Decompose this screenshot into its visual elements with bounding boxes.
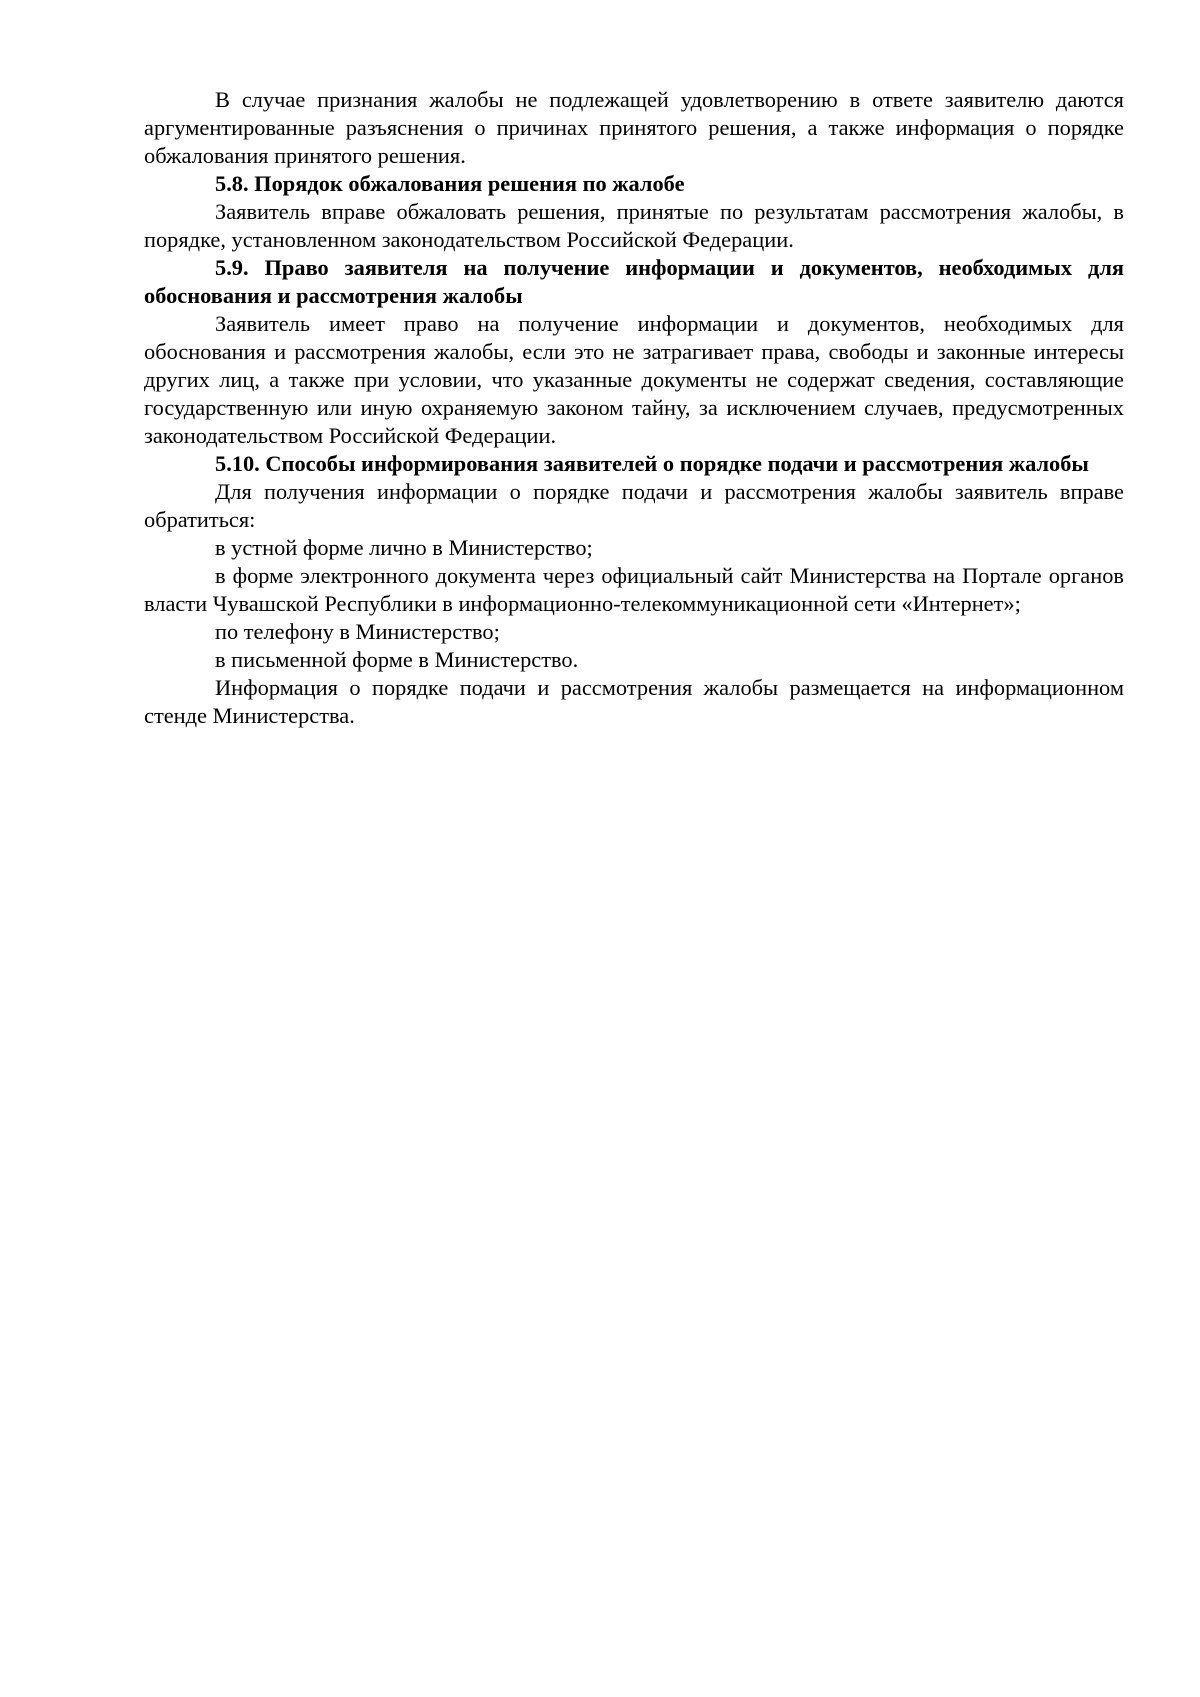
list-item-phone: по телефону в Министерство; <box>215 619 500 644</box>
document-page <box>144 86 1124 730</box>
paragraph-appeal-right: Заявитель вправе обжаловать решения, принятые по результатам рассмотрения жалобы, в порядке, установленном законодательством Российской Федерации. <box>144 199 1124 252</box>
section-heading-5-10: 5.10. Способы информирования заявителей о порядке подачи и рассмотрения жалобы <box>215 451 1089 476</box>
list-item-electronic: в форме электронного документа через официальный сайт Министерства на Портале органов власти Чувашской Республики в информационно-телекоммуникационной сети «Интернет»; <box>144 563 1124 616</box>
paragraph-info-stand: Информация о порядке подачи и рассмотрения жалобы размещается на информационном стенде Министерства. <box>144 675 1124 728</box>
section-heading-5-9: 5.9. Право заявителя на получение информации и документов, необходимых для обоснования и рассмотрения жалобы <box>144 255 1124 308</box>
paragraph-refusal-answer: В случае признания жалобы не подлежащей удовлетворению в ответе заявителю даются аргументированные разъяснения о причинах принятого решения, а также информация о порядке обжалования принятого решения. <box>144 87 1124 168</box>
section-heading-5-8: 5.8. Порядок обжалования решения по жалобе <box>215 171 685 196</box>
list-item-written: в письменной форме в Министерство. <box>215 647 579 672</box>
paragraph-info-ways-intro: Для получения информации о порядке подачи и рассмотрения жалобы заявитель вправе обратиться: <box>144 479 1124 532</box>
paragraph-info-right: Заявитель имеет право на получение информации и документов, необходимых для обоснования и рассмотрения жалобы, если это не затрагивает права, свободы и законные интересы других лиц, а также при условии, что указанные документы не содержат сведения, составляющие государственную или иную охраняемую законом тайну, за исключением случаев, предусмотренных законодательством Российской Федерации. <box>144 311 1124 448</box>
list-item-oral: в устной форме лично в Министерство; <box>215 535 593 560</box>
